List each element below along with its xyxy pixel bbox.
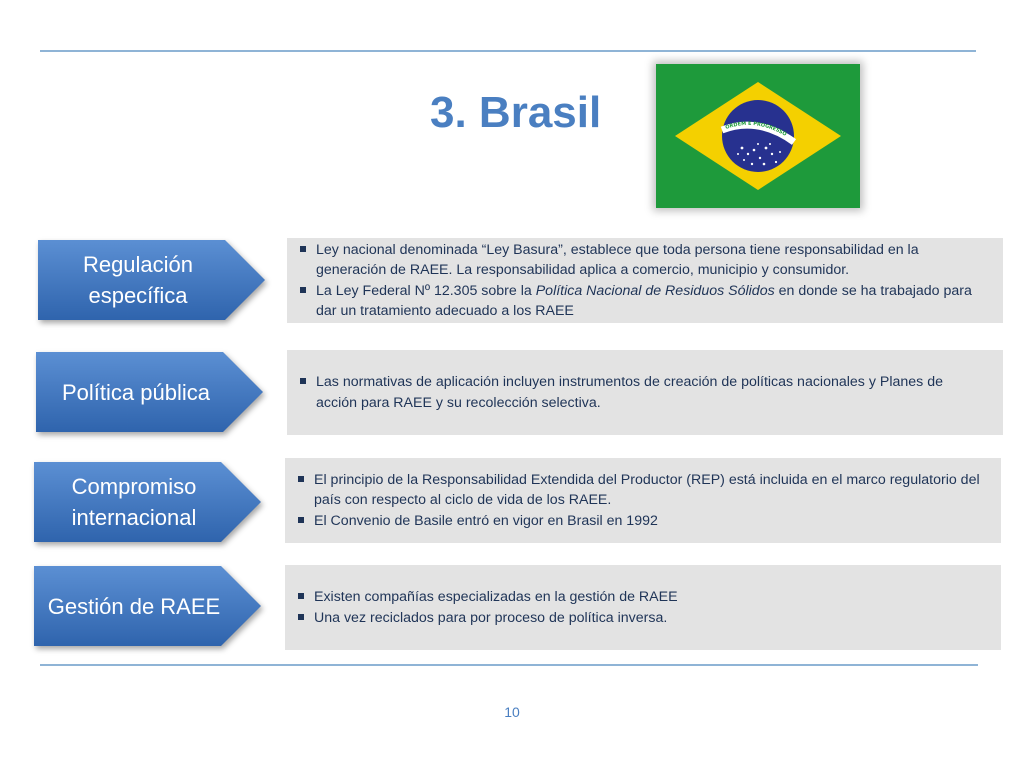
bullet-item [297,470,983,511]
bullet-text: Las normativas de aplicación incluyen instrumentos de creación de políticas nacionales y Planes de acción para RAEE y su recolección selectiva. [316,374,943,411]
bullet-text: Una vez reciclados para por proceso de política inversa. [314,609,668,626]
bullet-text: La Ley Federal Nº 12.305 sobre la [316,282,536,299]
row-content-box [285,565,1001,650]
bullet-item [299,372,985,413]
bullet-item [299,240,985,281]
bullet-italic-text: Política Nacional de Residuos Sólidos [535,282,775,299]
row-label-politica [36,352,263,432]
flag-motto: ORDEM E PROGRESSO [724,120,788,138]
row-label-text: Política pública [62,379,210,405]
row-label-compromiso [34,462,261,542]
row-label-regulacion [38,240,265,320]
bullet-item [297,587,983,608]
page-number: 10 [504,704,520,720]
row-label-text: Compromiso internacional [71,474,197,530]
bullet-text: Existen compañías especializadas en la gestión de RAEE [314,589,678,605]
bottom-divider [40,664,978,666]
bullet-text: El Convenio de Basile entró en vigor en Brasil en 1992 [314,512,658,529]
row-content-box [287,350,1003,435]
bullet-item [297,511,983,532]
brazil-flag-icon [656,64,860,208]
row-label-gestion [34,566,261,646]
row-content-box [287,238,1003,323]
slide-title: 3. Brasil [430,88,602,137]
bullet-item [299,281,985,322]
bullet-item [297,608,983,629]
bullet-text: Ley nacional denominada “Ley Basura”, establece que toda persona tiene responsabilidad en la generación de RAEE. La responsabilidad aplica a comercio, municipio y consumidor. [316,241,919,278]
top-divider [40,50,976,52]
row-label-text: Regulación específica [82,252,194,308]
row-content-box [285,458,1001,543]
bullet-text: El principio de la Responsabilidad Extendida del Productor (REP) está incluida en el marco regulatorio del país con respecto al ciclo de vida de los RAEE. [314,471,980,509]
bullet-text: en donde se ha trabajado para dar un tratamiento adecuado a los RAEE [316,282,972,319]
row-label-text: Gestión de RAEE [47,593,221,619]
